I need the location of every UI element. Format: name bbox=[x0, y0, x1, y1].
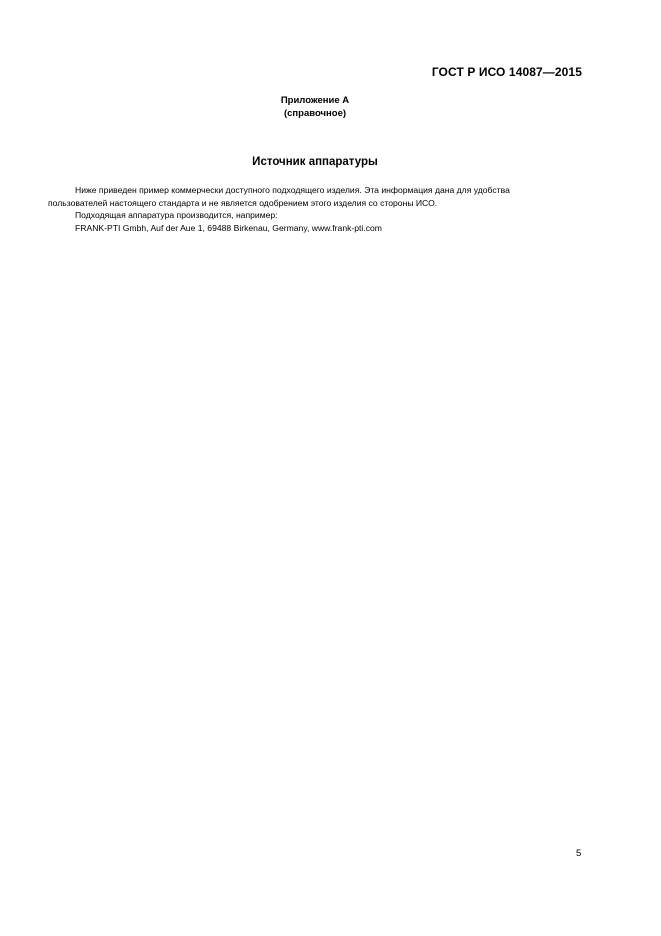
paragraph-3: FRANK-PTI Gmbh, Auf der Aue 1, 69488 Birkenau, Germany, www.frank-pti.com bbox=[75, 222, 382, 233]
section-title: Источник аппаратуры bbox=[252, 156, 378, 168]
page-number: 5 bbox=[576, 848, 582, 859]
standard-code-header: ГОСТ Р ИСО 14087—2015 bbox=[431, 65, 582, 79]
annex-heading bbox=[0, 94, 630, 120]
annex-title: Приложение А bbox=[280, 95, 350, 106]
paragraph-1-line-2: пользователей настоящего стандарта и не является одобрением этого изделия со стороны ИСО. bbox=[48, 197, 438, 208]
annex-type: (справочное) bbox=[283, 108, 347, 119]
paragraph-1-line-1: Ниже приведен пример коммерчески доступного подходящего изделия. Эта информация дана для удобства bbox=[75, 185, 510, 195]
body-text bbox=[48, 184, 588, 234]
paragraph-2: Подходящая аппаратура производится, например: bbox=[75, 210, 278, 220]
